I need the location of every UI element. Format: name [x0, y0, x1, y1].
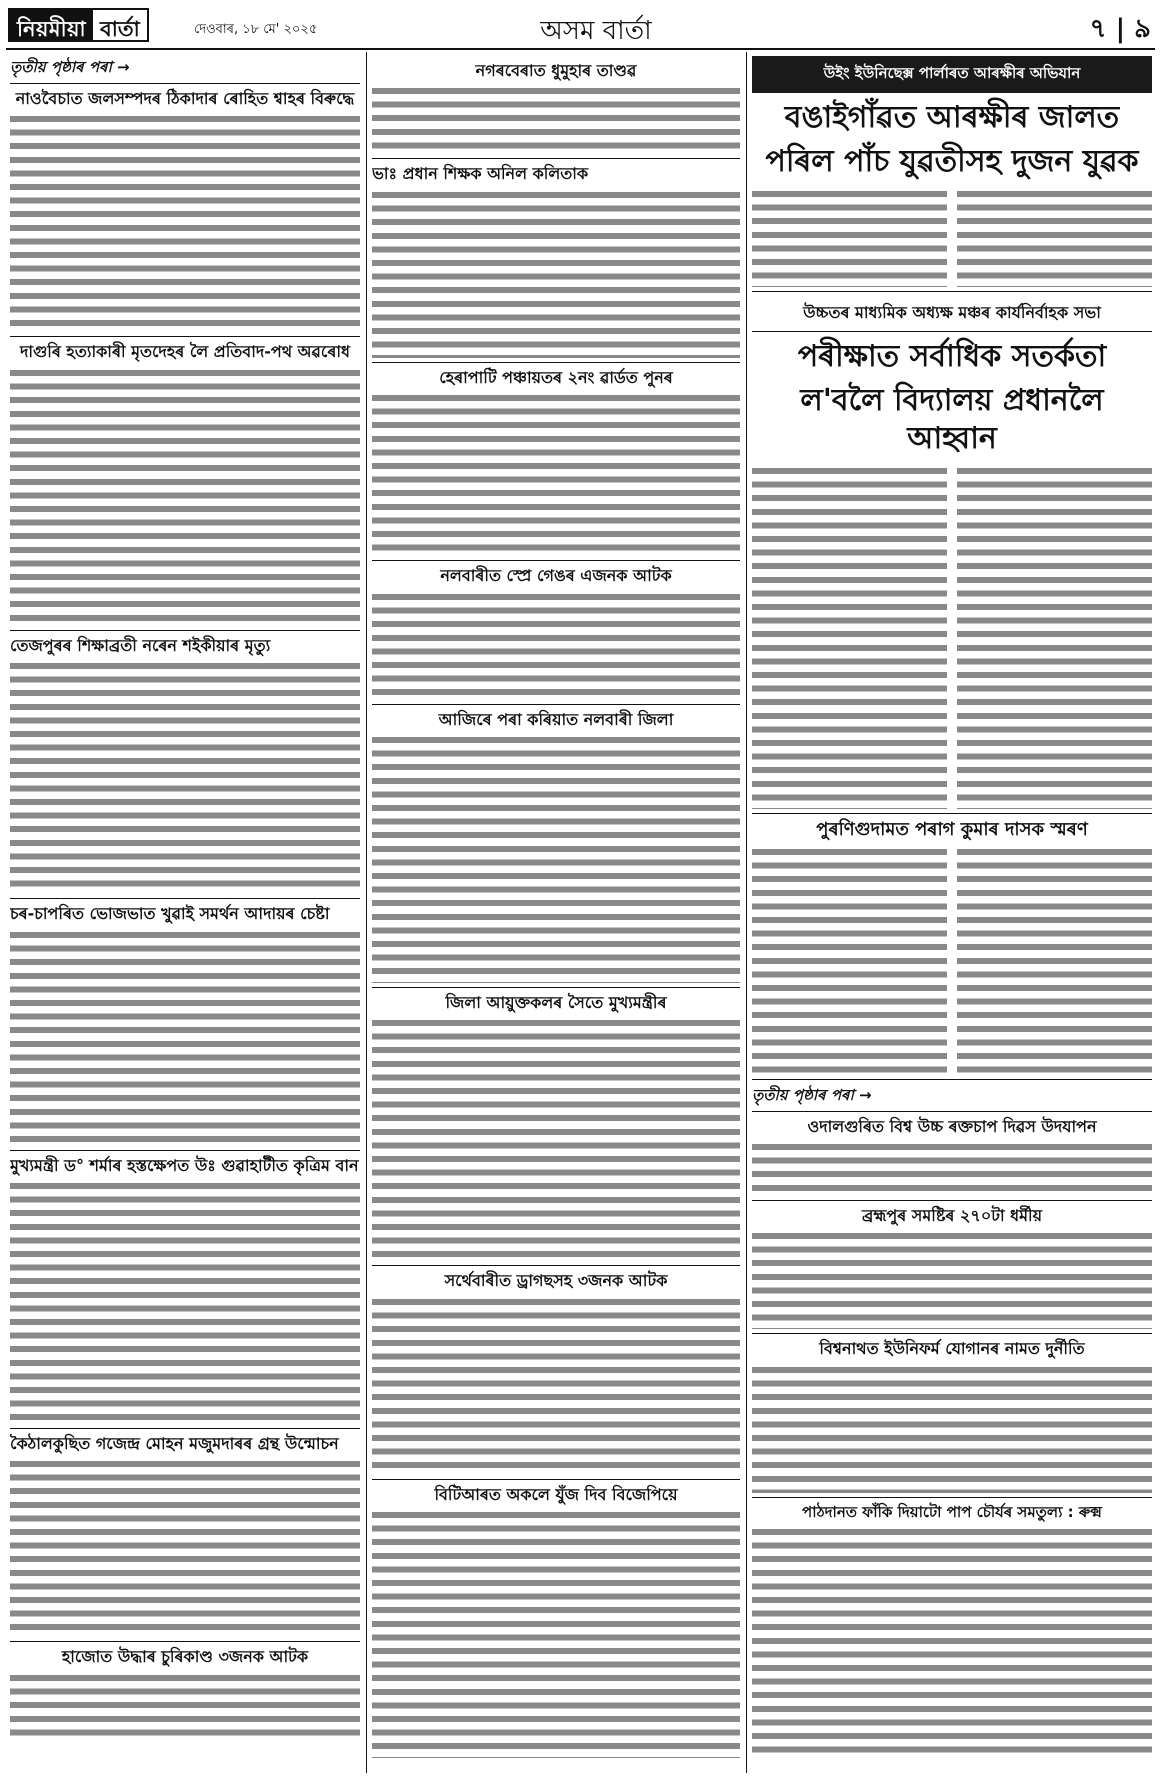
article-body	[372, 84, 740, 154]
logo-part-2: বাৰ্তা	[93, 10, 147, 40]
article-headline: বিশ্বনাথত ইউনিফৰ্ম যোগানৰ নামত দুৰ্নীতি	[819, 1339, 1085, 1359]
section-title: অসম বাৰ্তা	[540, 16, 652, 46]
article-body	[10, 366, 360, 626]
article-headline: ভাঃ প্ৰধান শিক্ষক অনিল কলিতাক	[372, 164, 589, 184]
column-2	[372, 56, 740, 1771]
article-headline: জিলা আয়ুক্তকলৰ সৈতে মুখ্যমন্ত্ৰীৰ	[445, 992, 667, 1012]
article-body	[372, 590, 740, 700]
article-body	[372, 188, 740, 358]
article-body	[372, 391, 740, 556]
column-3	[752, 56, 1152, 1771]
news-banner: উইং ইউনিছেক্স পাৰ্লাৰত আৰক্ষীৰ অভিযান	[752, 56, 1152, 93]
article-body	[957, 845, 1152, 1075]
article-headline: ওদালগুৰিত বিশ্ব উচ্চ ৰক্তচাপ দিৱস উদযাপন	[807, 1116, 1097, 1136]
article-headline: বিটিআৰত অকলে যুঁজ দিব বিজেপিয়ে	[434, 1484, 678, 1504]
article-body	[10, 1179, 360, 1424]
article-headline: নাওবৈচাত জলসম্পদৰ ঠিকাদাৰ ৰোহিত শ্বাহৰ বিৰুদ্ধে	[15, 89, 355, 108]
article-body	[372, 1295, 740, 1475]
article-body	[752, 1140, 1152, 1196]
article-body	[752, 1525, 1152, 1755]
column-rule	[366, 52, 367, 1773]
article-body	[752, 1229, 1152, 1329]
article-headline: সৰ্থেবাৰীত ড্ৰাগছসহ ৩জনক আটক	[444, 1271, 668, 1291]
article-headline: তেজপুৰৰ শিক্ষাব্ৰতী নৰেন শইকীয়াৰ মৃত্যু	[10, 635, 271, 655]
masthead	[6, 6, 1155, 50]
article-body	[372, 1016, 740, 1261]
article-headline: নগৰবেৰাত ধুমুহাৰ তাণ্ডৱ	[475, 61, 637, 80]
continuation-tag: তৃতীয় পৃষ্ঠাৰ পৰা →	[752, 1084, 1152, 1112]
continuation-tag: তৃতীয় পৃষ্ঠাৰ পৰা →	[10, 56, 360, 84]
article-headline: কৈঠালকুছিত গজেন্দ্ৰ মোহন মজুমদাৰৰ গ্ৰন্থ উন্মোচন	[10, 1433, 339, 1453]
column-rule	[746, 52, 747, 1773]
article-body	[372, 1508, 740, 1758]
lead-headline-line-4: ল'বলৈ বিদ্যালয় প্ৰধানলৈ আহ্বান	[800, 383, 1104, 456]
article-body	[10, 112, 360, 332]
lead-headline-line-1: বঙাইগাঁৱত আৰক্ষীৰ জালত	[784, 100, 1120, 135]
article-headline: আজিৰে পৰা কৰিয়াত নলবাৰী জিলা	[438, 709, 674, 729]
newspaper-logo	[8, 8, 149, 42]
article-headline: চৰ-চাপৰিত ভোজভাত খুৱাই সমৰ্থন আদায়ৰ চেষ্টা	[10, 904, 330, 924]
article-headline: পুৰণিগুদামত পৰাগ কুমাৰ দাসক স্মৰণ	[816, 819, 1088, 840]
article-kicker: উচ্চতৰ মাধ্যমিক অধ্যক্ষ মঞ্চৰ কাৰ্যনিৰ্বাহক সভা	[752, 296, 1152, 332]
article-body	[372, 733, 740, 983]
article-body	[752, 464, 947, 809]
lead-headline-line-2: পৰিল পাঁচ যুৱতীসহ দুজন যুৱক	[765, 144, 1139, 179]
article-body	[752, 845, 947, 1075]
article-body	[957, 464, 1152, 809]
page-number: ৭ | ৯	[1089, 14, 1151, 44]
article-headline: হাজোত উদ্ধাৰ চুৰিকাণ্ড ৩জনক আটক	[61, 1647, 309, 1667]
article-headline: ব্ৰহ্মপুৰ সমষ্টিৰ ২৭০টা ধৰ্মীয়	[861, 1206, 1043, 1226]
lead-headline-line-3: পৰীক্ষাত সৰ্বাধিক সতৰ্কতা	[797, 339, 1107, 374]
article-body	[10, 928, 360, 1146]
logo-part-1: নিয়মীয়া	[10, 10, 93, 40]
article-headline: পাঠদানত ফাঁকি দিয়াটো পাপ চৌৰ্যৰ সমতুল্য : ৰুক্ম	[802, 1502, 1102, 1521]
column-1	[10, 56, 360, 1771]
article-body	[957, 187, 1152, 287]
article-body	[10, 1671, 360, 1741]
issue-date: দেওবাৰ, ১৮ মে' ২০২৫	[194, 22, 318, 37]
article-headline: মুখ্যমন্ত্ৰী ড° শৰ্মাৰ হস্তক্ষেপত উঃ গুৱাহাটীত কৃত্ৰিম বান	[10, 1155, 359, 1175]
article-body	[10, 659, 360, 894]
article-body	[10, 1457, 360, 1637]
article-body	[752, 1363, 1152, 1493]
article-headline: হেৰাপাটি পঞ্চায়তৰ ২নং ৱাৰ্ডত পুনৰ	[439, 367, 673, 387]
article-body	[752, 187, 947, 287]
article-headline: নলবাৰীত স্প্ৰে গেঙৰ এজনক আটক	[440, 566, 672, 586]
article-headline: দাগুৰি হত্যাকাৰী মৃতদেহৰ লৈ প্ৰতিবাদ-পথ অৱৰোধ	[20, 342, 350, 362]
